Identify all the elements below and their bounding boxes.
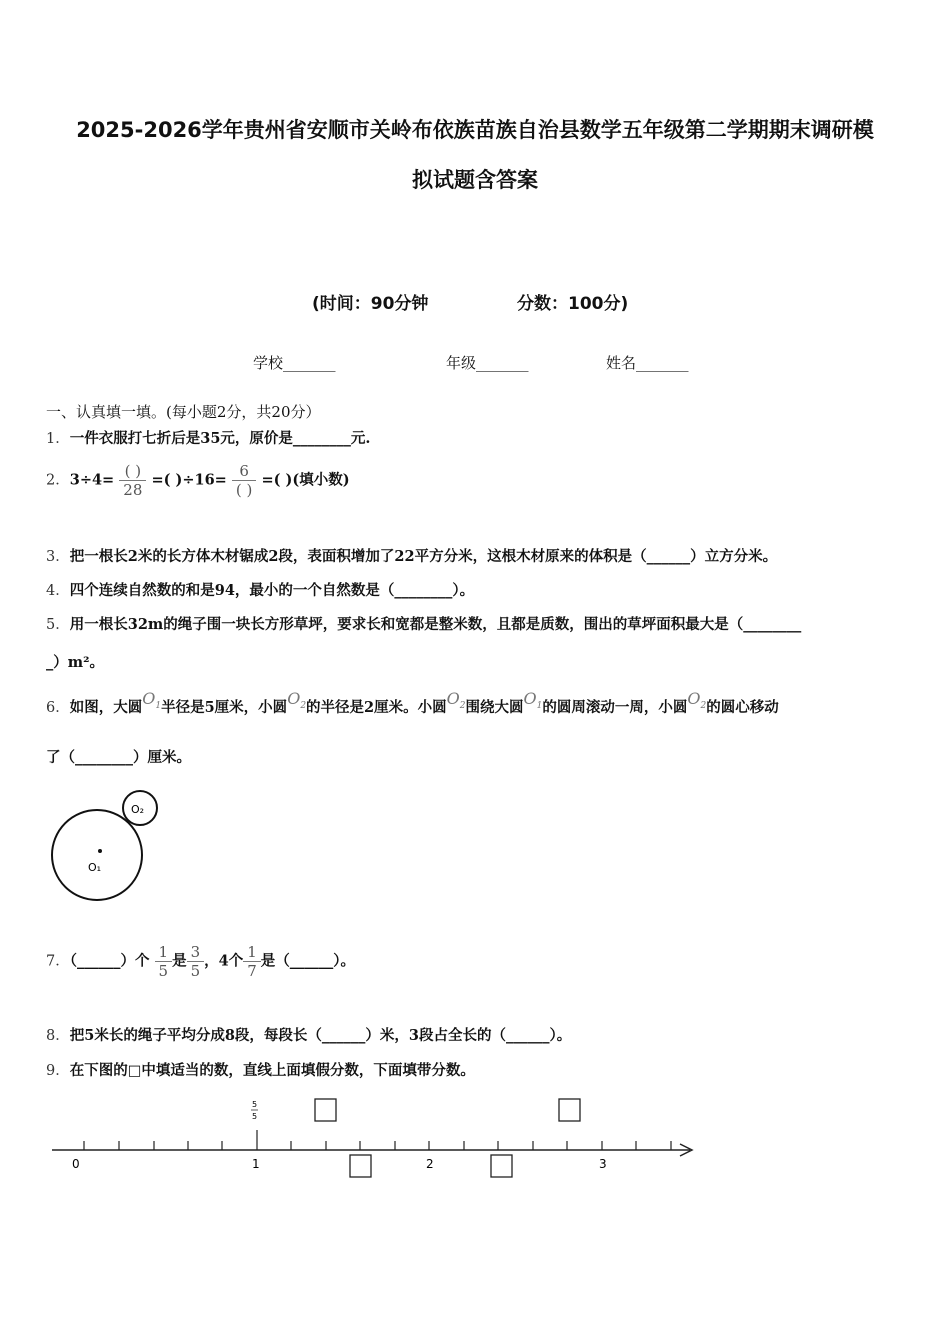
label-o2 bbox=[687, 689, 707, 712]
fraction-numerator: 1 bbox=[155, 943, 173, 962]
fraction-numerator: 1 bbox=[243, 943, 261, 962]
question-7 bbox=[46, 943, 355, 980]
question-9 bbox=[46, 1059, 475, 1080]
circle-letter: O bbox=[142, 689, 156, 708]
fraction-1 bbox=[119, 462, 146, 499]
question-number: 1． bbox=[46, 431, 70, 447]
question-number: 7． bbox=[46, 953, 70, 970]
answer-box-below-2[interactable] bbox=[491, 1155, 512, 1177]
question-3 bbox=[46, 545, 777, 566]
circle-subscript: 1 bbox=[536, 701, 543, 712]
time-info: (时间：90分钟 bbox=[312, 294, 429, 314]
big-circle-label: O₁ bbox=[88, 861, 102, 874]
question-5 bbox=[46, 613, 801, 634]
section-heading: 一、认真填一填。(每小题2分，共20分） bbox=[46, 403, 321, 421]
question-text: 围绕大圆 bbox=[465, 699, 524, 716]
answer-box-above-1[interactable] bbox=[315, 1099, 336, 1121]
question-number: 4． bbox=[46, 583, 70, 599]
tick-label-0: 0 bbox=[72, 1157, 80, 1171]
fraction-three-fifths bbox=[187, 943, 205, 980]
big-circle bbox=[52, 810, 142, 900]
answer-box-below-1[interactable] bbox=[350, 1155, 371, 1177]
fraction-numerator: 3 bbox=[187, 943, 205, 962]
fraction-one-fifth bbox=[155, 943, 173, 980]
question-text: 在下图的□中填适当的数，直线上面填假分数，下面填带分数。 bbox=[69, 1062, 475, 1079]
fraction-denominator: 28 bbox=[123, 481, 143, 499]
fraction-numerator: 6 bbox=[232, 462, 256, 481]
question-text: 半径是5厘米，小圆 bbox=[161, 699, 288, 716]
answer-box-above-2[interactable] bbox=[559, 1099, 580, 1121]
fraction-denominator: 7 bbox=[247, 962, 257, 980]
page-title-line2: 拟试题含答案 bbox=[412, 168, 538, 192]
given-fraction-numerator: 5 bbox=[252, 1100, 258, 1109]
question-text: 是 bbox=[172, 952, 187, 970]
question-text: 如图，大圆 bbox=[69, 699, 143, 716]
grade-field: 年级_______ bbox=[446, 354, 529, 372]
question-text-a: 3÷4= bbox=[69, 471, 115, 489]
fraction-denominator: 5 bbox=[158, 962, 169, 980]
question-text: 把一根长2米的长方体木材锯成2段，表面积增加了22平方分米，这根木材原来的体积是（______）立方分米。 bbox=[69, 548, 778, 565]
circles-figure bbox=[44, 785, 174, 910]
question-6-continued: 了（________）厘米。 bbox=[46, 749, 191, 766]
question-number: 2． bbox=[46, 472, 70, 489]
fraction-one-seventh bbox=[243, 943, 261, 980]
question-number: 3． bbox=[46, 549, 70, 565]
question-text: 的圆心移动 bbox=[706, 699, 779, 716]
circle-letter: O bbox=[287, 689, 301, 708]
circle-subscript: 2 bbox=[300, 701, 307, 712]
tick-label-2: 2 bbox=[426, 1157, 434, 1171]
circle-letter: O bbox=[446, 689, 460, 708]
circle-subscript: 1 bbox=[155, 701, 162, 712]
question-text: 把5米长的绳子平均分成8段，每段长（______）米，3段占全长的（______）。 bbox=[69, 1027, 572, 1044]
fraction-denominator: ( ) bbox=[235, 481, 253, 499]
question-number: 5． bbox=[46, 617, 70, 633]
small-circle-label: O₂ bbox=[131, 803, 145, 816]
question-6 bbox=[46, 689, 779, 719]
tick-label-1: 1 bbox=[252, 1157, 260, 1171]
question-8 bbox=[46, 1024, 571, 1045]
tick-label-3: 3 bbox=[599, 1157, 607, 1171]
school-field: 学校_______ bbox=[253, 354, 336, 372]
question-text: 的半径是2厘米。小圆 bbox=[306, 699, 447, 716]
fraction-2 bbox=[232, 462, 256, 499]
label-o1 bbox=[523, 689, 543, 712]
number-line-figure bbox=[40, 1092, 710, 1187]
question-text: 四个连续自然数的和是94，最小的一个自然数是（________）。 bbox=[69, 582, 475, 599]
circle-subscript: 2 bbox=[700, 701, 707, 712]
label-o1 bbox=[142, 689, 162, 712]
score-info: 分数：100分) bbox=[517, 294, 629, 314]
question-text-b: =( )÷16= bbox=[151, 471, 227, 489]
question-number: 9． bbox=[46, 1063, 70, 1079]
question-text: 是（______）。 bbox=[260, 952, 356, 970]
big-circle-center bbox=[98, 849, 102, 853]
question-text-c: =( )(填小数) bbox=[261, 471, 350, 489]
question-number: 8． bbox=[46, 1028, 70, 1044]
question-text: 一件衣服打七折后是35元，原价是________元. bbox=[69, 430, 371, 447]
page-title-line1: 2025-2026学年贵州省安顺市关岭布依族苗族自治县数学五年级第二学期期末调研模 bbox=[76, 118, 874, 142]
question-4 bbox=[46, 579, 474, 600]
question-text: 用一根长32m的绳子围一块长方形草坪，要求长和宽都是整米数，且都是质数，围出的草坪面积最大是（________ bbox=[69, 616, 802, 633]
label-o2 bbox=[287, 689, 307, 712]
circle-letter: O bbox=[523, 689, 537, 708]
circle-letter: O bbox=[687, 689, 701, 708]
question-text: （______）个 bbox=[69, 952, 150, 970]
fraction-numerator: ( ) bbox=[119, 462, 146, 481]
question-text: ，4个 bbox=[204, 952, 244, 970]
question-number: 6． bbox=[46, 700, 70, 716]
fraction-denominator: 5 bbox=[190, 962, 201, 980]
label-o2 bbox=[446, 689, 466, 712]
number-line-ticks bbox=[84, 1130, 671, 1150]
question-1 bbox=[46, 427, 370, 448]
question-2 bbox=[46, 462, 350, 499]
name-field: 姓名_______ bbox=[606, 354, 689, 372]
question-text: 的圆周滚动一周，小圆 bbox=[542, 699, 688, 716]
given-fraction-denominator: 5 bbox=[252, 1112, 258, 1121]
question-5-continued: _）m²。 bbox=[46, 654, 104, 671]
circle-subscript: 2 bbox=[459, 701, 466, 712]
